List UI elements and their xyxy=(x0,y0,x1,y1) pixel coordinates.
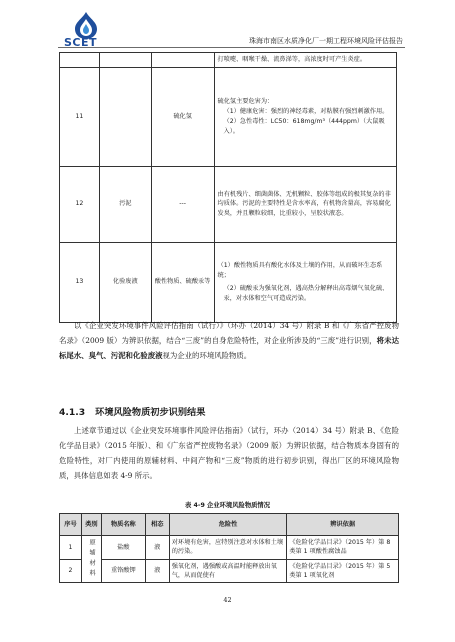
table-caption: 表 4-9 企业环境风险物质情况 xyxy=(184,502,271,509)
row-number: 11 xyxy=(60,67,100,166)
row-category: 化验废液 xyxy=(99,242,151,322)
paragraph-preliminary-results: 上述章节通过以《企业突发环境事件风险评估指南》（试行，环办（2014）34 号）附录 B、《危险化学品目录》（2015 年版）、和《广东省严控废物名录》（2009 版）为辨识依据，结合物质本身固有的危险特性，对厂内使用的原辅材料、中间产物和“三废”物质的进行初步识别，得出厂区的环境风险物质，具体信息如表 4-9 所示。 xyxy=(59,426,399,480)
column-header: 序号 xyxy=(60,514,82,536)
column-header: 辨识依据 xyxy=(287,514,399,536)
row-substance: 硫化氢 xyxy=(151,67,214,166)
continuation-cell: 打喷嚏、咽喉干燥、流鼻涕等，高浓度时可产生炎症。 xyxy=(214,53,396,68)
row-substance: 酸性物质、硫酸汞等 xyxy=(151,242,214,322)
section-number: 4.1.3 xyxy=(59,407,86,418)
row-substance: 重铬酸钾 xyxy=(101,559,145,583)
logo-text: SCET xyxy=(64,36,98,49)
table-row xyxy=(60,559,399,583)
row-category: 污泥 xyxy=(99,166,151,242)
row-state: 液 xyxy=(145,536,169,560)
row-hazard: 由有机残片、细菌菌体、无机颗粒、胶体等组成的极其复杂的非均质体。污泥的主要特性是含水率高，有机物含量高，容易腐化发臭，并且颗粒较细，比重较小，呈胶状液态。 xyxy=(214,166,396,242)
column-header: 相态 xyxy=(145,514,169,536)
row-category: 原辅材料 xyxy=(81,536,101,583)
row-hazard: （1）酸性物质具有酸化水体及土壤的作用，从而破坏生态系统； （2）硫酸汞为强氧化剂，遇高热分解释出高毒烟气氧化硫、汞，对水体和空气可造成污染。 xyxy=(214,242,396,322)
page-header xyxy=(0,0,455,50)
column-header: 物质名称 xyxy=(101,514,145,536)
table-row xyxy=(60,53,397,68)
table-row xyxy=(60,242,397,322)
row-substance: --- xyxy=(151,166,214,242)
row-number: 1 xyxy=(60,536,82,560)
row-category xyxy=(99,67,151,166)
row-basis: 《危险化学品目录》（2015 年）第 8 类第 1 项酸性腐蚀品 xyxy=(287,536,399,560)
row-number: 2 xyxy=(60,559,82,583)
table-header-row xyxy=(60,514,399,536)
row-number: 13 xyxy=(60,242,100,322)
page-number: 42 xyxy=(223,596,232,604)
column-header: 危险性 xyxy=(169,514,287,536)
section-title: 环境风险物质初步识别结果 xyxy=(95,407,206,418)
row-state: 液 xyxy=(145,559,169,583)
row-basis: 《危险化学品目录》（2015 年）第 5 类第 1 项氧化剂 xyxy=(287,559,399,583)
header-divider xyxy=(58,47,405,48)
row-hazard: 硫化氢主要危害为： （1）健康危害：强烈的神经毒素，对粘膜有强烈刺激作用。 （2）急性毒性：LC50：618mg/m³（444ppm）（大鼠吸入）。 xyxy=(214,67,396,166)
risk-substance-table xyxy=(59,513,399,583)
bold-highlight: 将未达标尾水、臭气、污泥和化验废液 xyxy=(59,336,399,360)
row-substance: 盐酸 xyxy=(101,536,145,560)
row-number: 12 xyxy=(60,166,100,242)
hazard-table xyxy=(59,52,397,323)
table-row xyxy=(60,536,399,560)
section-heading xyxy=(59,404,205,418)
paragraph-risk-identification: 以《企业突发环境事件风险评估指南（试行）》（环办（2014）34 号）附录 B 和《广东省严控废物名录》（2009 版）为辨识依据，结合“三废”的自身危险特性，对企业所涉及的“三废”进行识别，将未达标尾水、臭气、污泥和化验废液视为企业的环境风险物质。 xyxy=(59,321,399,360)
column-header: 类别 xyxy=(81,514,101,536)
row-hazard: 对环境有危害，应特别注意对水体和土壤的污染。 xyxy=(169,536,287,560)
table-row xyxy=(60,166,397,242)
document-title: 珠海市南区水质净化厂一期工程环境风险评估报告 xyxy=(249,37,403,45)
row-hazard: 强氧化剂，遇强酸或高温时能释放出氧气，从而促使有 xyxy=(169,559,287,583)
table-row xyxy=(60,67,397,166)
